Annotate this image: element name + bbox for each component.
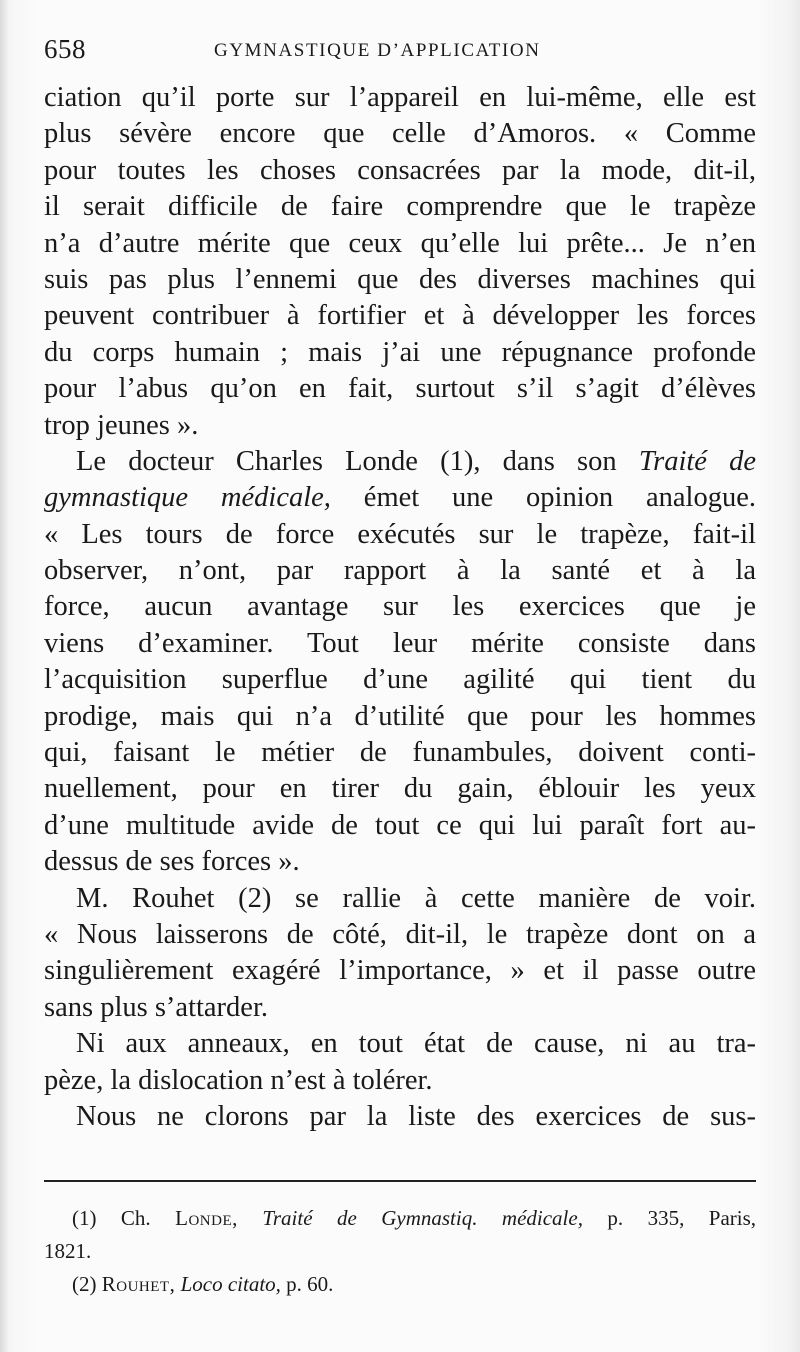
footnote-reference: p. 335, Paris, — [607, 1206, 757, 1230]
page-gutter-shadow — [0, 0, 8, 1352]
text-line: sans plus s’attarder. — [44, 991, 268, 1023]
text-line: pour l’abus qu’on en fait, surtout s’il s’agit d’élèves — [44, 373, 756, 405]
footnote-author: Londe, — [175, 1206, 238, 1230]
text-line: peuvent contribuer à fortifier et à développer les forces — [44, 300, 756, 332]
text-line: plus sévère encore que celle d’Amoros. « Comme — [44, 118, 756, 150]
text-line: « Les tours de force exécutés sur le trapèze, fait-il — [44, 518, 756, 550]
text-line: « Nous laisserons de côté, dit-il, le trapèze dont on a — [44, 918, 756, 950]
footnote-mark: (1) Ch. — [72, 1206, 151, 1230]
footnote-separator — [44, 1180, 756, 1182]
footnote-title: Traité de Gymnastiq. médicale, — [262, 1206, 583, 1230]
text-line-mixed — [44, 480, 756, 516]
text-line: Ni aux anneaux, en tout état de cause, ni au tra- — [76, 1028, 756, 1060]
footnote-title: Loco citato, — [180, 1272, 281, 1296]
running-title: GYMNASTIQUE D’APPLICATION — [214, 40, 541, 61]
text-segment: émet une opinion analogue. — [363, 482, 756, 514]
text-line: il serait difficile de faire comprendre que le trapèze — [44, 191, 756, 223]
footnote-2 — [44, 1268, 756, 1301]
footnote-1 — [44, 1202, 756, 1235]
footnote-1-continued: 1821. — [44, 1239, 92, 1263]
text-line: viens d’examiner. Tout leur mérite consiste dans — [44, 627, 756, 659]
text-line: force, aucun avantage sur les exercices que je — [44, 591, 756, 623]
text-line: singulièrement exagéré l’importance, » et il passe outre — [44, 955, 756, 987]
page-number: 658 — [44, 34, 86, 64]
running-header — [44, 34, 756, 64]
footnote-author: Rouhet, — [101, 1272, 176, 1296]
text-line: qui, faisant le métier de funambules, doivent conti- — [44, 737, 756, 769]
text-line: pour toutes les choses consacrées par la mode, dit-il, — [44, 154, 756, 186]
text-line: pèze, la dislocation n’est à tolérer. — [44, 1064, 433, 1096]
text-segment: Le docteur Charles Londe (1), dans son — [76, 445, 617, 477]
text-line-mixed — [44, 444, 756, 480]
text-line: observer, n’ont, par rapport à la santé et à la — [44, 555, 756, 587]
text-line: prodige, mais qui n’a d’utilité que pour les hommes — [44, 700, 756, 732]
text-line: d’une multitude avide de tout ce qui lui paraît fort au- — [44, 809, 756, 841]
text-line: l’acquisition superflue d’une agilité qui tient du — [44, 664, 756, 696]
text-line: nuellement, pour en tirer du gain, éblouir les yeux — [44, 773, 756, 805]
footnote-mark: (2) — [72, 1272, 97, 1296]
text-line: ciation qu’il porte sur l’appareil en lui-même, elle est — [44, 82, 756, 113]
book-title-italic: Traité de — [638, 445, 756, 477]
book-title-italic: gymnastique médicale, — [44, 482, 331, 514]
text-line: dessus de ses forces ». — [44, 846, 300, 878]
text-line: du corps humain ; mais j’ai une répugnance profonde — [44, 336, 756, 368]
text-line: Nous ne clorons par la liste des exercices de sus- — [76, 1100, 756, 1132]
text-line: trop jeunes ». — [44, 409, 199, 441]
footnotes — [44, 1202, 756, 1301]
main-text — [44, 80, 756, 1135]
text-line: n’a d’autre mérite que ceux qu’elle lui prête... Je n’en — [44, 227, 756, 259]
footnote-reference: p. 60. — [286, 1272, 334, 1296]
text-line: suis pas plus l’ennemi que des diverses machines qui — [44, 263, 756, 295]
text-line: M. Rouhet (2) se rallie à cette manière de voir. — [76, 882, 756, 914]
